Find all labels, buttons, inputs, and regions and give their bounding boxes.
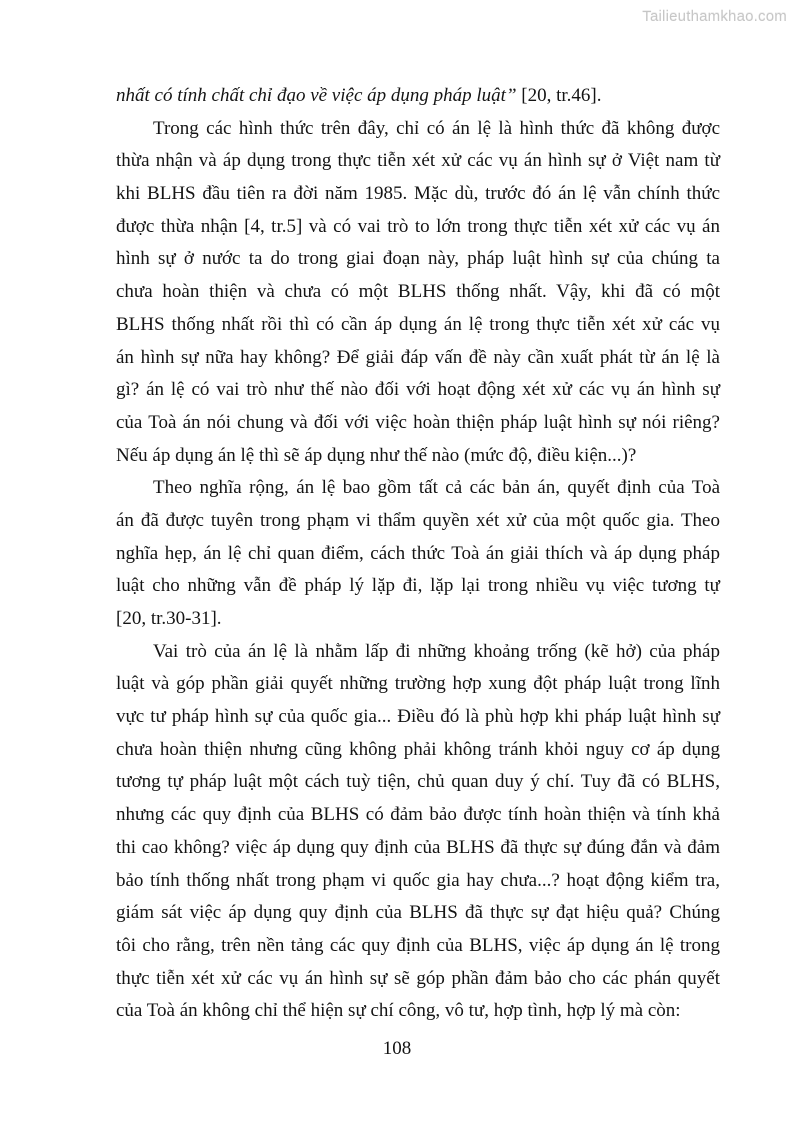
line-text: tôi cho rằng, trên nền tảng các quy định của BLHS, việc áp dụng án lệ trong (116, 934, 720, 956)
line-text: Trong các hình thức trên đây, chỉ có án lệ là hình thức đã không được (153, 117, 720, 139)
text-line (116, 570, 720, 603)
text-line (116, 897, 720, 930)
line-text: hình sự ở nước ta do trong giai đoạn này, pháp luật hình sự của chúng ta (116, 248, 720, 270)
text-line (116, 243, 720, 276)
line-text: tương tự pháp luật một cách tuỳ tiện, chủ quan duy ý chí. Tuy đã có BLHS, (116, 771, 720, 793)
line-text: [20, tr.46]. (516, 85, 602, 106)
text-line (116, 211, 720, 244)
text-line (116, 930, 720, 963)
line-text: chưa hoàn thiện nhưng cũng không phải không tránh khỏi nguy cơ áp dụng (116, 738, 720, 760)
line-text: Vai trò của án lệ là nhằm lấp đi những khoảng trống (kẽ hở) của pháp (153, 640, 720, 662)
text-line (116, 440, 720, 473)
line-text: [20, tr.30-31]. (116, 608, 222, 629)
text-line (116, 472, 720, 505)
text-line (116, 832, 720, 865)
text-line (116, 799, 720, 832)
line-text: BLHS thống nhất rồi thì có cần áp dụng án lệ trong thực tiễn xét xử các vụ (116, 313, 720, 335)
quote-italic-text: nhất có tính chất chỉ đạo về việc áp dụng pháp luật” (116, 85, 517, 106)
line-text: bảo tính thống nhất trong phạm vi quốc gia hay chưa...? hoạt động kiểm tra, (116, 869, 720, 891)
line-text: Nếu áp dụng án lệ thì sẽ áp dụng như thế nào (mức độ, điều kiện...)? (116, 444, 637, 466)
line-text: án đã được tuyên trong phạm vi thẩm quyền xét xử của một quốc gia. Theo (116, 509, 720, 531)
text-line (116, 407, 720, 440)
line-text: thi cao không? việc áp dụng quy định của BLHS đã thực sự đúng đắn và đảm (116, 836, 720, 858)
text-line (116, 963, 720, 996)
line-text: khi BLHS đầu tiên ra đời năm 1985. Mặc dù, trước đó án lệ vẫn chính thức (116, 183, 720, 205)
line-text: được thừa nhận [4, tr.5] và có vai trò to lớn trong thực tiễn xét xử các vụ án (116, 215, 720, 237)
line-text: án hình sự nữa hay không? Để giải đáp vấn đề này cần xuất phát từ án lệ là (116, 346, 720, 368)
text-line (116, 113, 720, 146)
text-line (116, 865, 720, 898)
line-text: nghĩa hẹp, án lệ chỉ quan điểm, cách thức Toà án giải thích và áp dụng pháp (116, 542, 720, 564)
line-text: gì? án lệ có vai trò như thế nào đối với hoạt động xét xử các vụ án hình sự (116, 379, 720, 401)
text-line (116, 276, 720, 309)
line-text: của Toà án nói chung và đối với việc hoàn thiện pháp luật hình sự nói riêng? (116, 411, 720, 433)
line-text: luật và góp phần giải quyết những trường hợp xung đột pháp luật trong lĩnh (116, 673, 720, 695)
text-line (116, 342, 720, 375)
text-line (116, 603, 720, 636)
text-line (116, 766, 720, 799)
text-line (116, 734, 720, 767)
line-text: của Toà án không chỉ thể hiện sự chí công, vô tư, hợp tình, hợp lý mà còn: (116, 1000, 681, 1022)
line-text: Theo nghĩa rộng, án lệ bao gồm tất cả các bản án, quyết định của Toà (153, 477, 720, 499)
text-line (116, 80, 720, 113)
text-line (116, 374, 720, 407)
text-line (116, 309, 720, 342)
text-line (116, 178, 720, 211)
watermark-text: Tailieuthamkhao.com (642, 8, 787, 25)
text-line (116, 701, 720, 734)
line-text: thực tiễn xét xử các vụ án hình sự sẽ góp phần đảm bảo cho các phán quyết (116, 967, 720, 989)
text-line (116, 995, 720, 1028)
text-line (116, 636, 720, 669)
text-lines (116, 80, 720, 1028)
line-text: giám sát việc áp dụng quy định của BLHS đã thực sự đạt hiệu quả? Chúng (116, 902, 720, 924)
text-line (116, 505, 720, 538)
line-text: nhưng các quy định của BLHS có đảm bảo được tính hoàn thiện và tính khả (116, 804, 720, 826)
page-number: 108 (382, 1038, 412, 1059)
line-text: luật cho những vẫn đề pháp lý lặp đi, lặp lại trong nhiều vụ việc tương tự (116, 575, 720, 597)
line-text: chưa hoàn thiện và chưa có một BLHS thống nhất. Vậy, khi đã có một (116, 281, 720, 303)
text-line (116, 538, 720, 571)
text-line (116, 145, 720, 178)
text-line (116, 668, 720, 701)
line-text: thừa nhận và áp dụng trong thực tiễn xét xử các vụ án hình sự ở Việt nam từ (116, 150, 720, 172)
line-text: vực tư pháp hình sự của quốc gia... Điều đó là phù hợp khi pháp luật hình sự (116, 706, 720, 728)
